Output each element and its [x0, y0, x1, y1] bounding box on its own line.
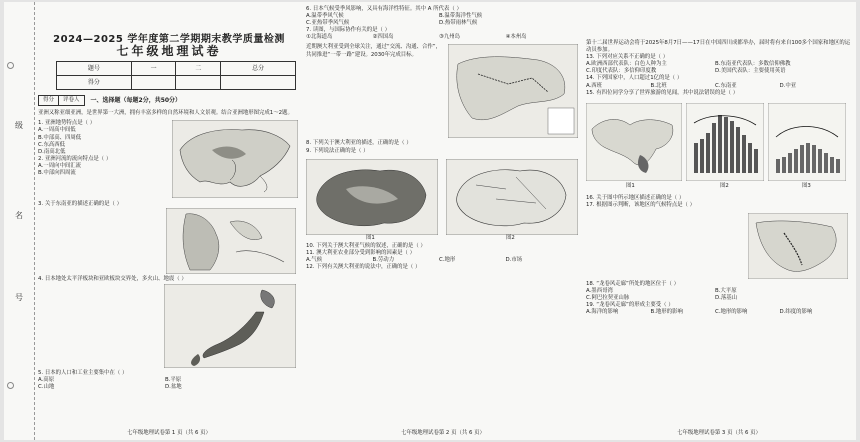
- australia-map-2: [446, 159, 578, 235]
- q6-option-d[interactable]: D.热带雨林气候: [439, 20, 478, 27]
- q5-option-a[interactable]: A.高原: [38, 376, 55, 383]
- q6-option-a[interactable]: A.温带季风气候: [306, 13, 344, 20]
- score-cell[interactable]: [176, 76, 221, 90]
- q7-option-4[interactable]: ④本州岛: [505, 34, 527, 41]
- world-map-figure: [586, 103, 682, 181]
- exam-sheet: [4, 2, 856, 440]
- binding-hole: [7, 382, 14, 389]
- q14-option-a[interactable]: A.西班: [586, 82, 603, 89]
- question-15: 15. 有四位同学分享了世界旅游的见闻，其中说法错误的是（ ）: [586, 89, 739, 96]
- sea-map-block: [38, 208, 300, 276]
- figure-3-label-3: 图3: [802, 182, 811, 189]
- page-1: [38, 2, 300, 440]
- q19-option-b[interactable]: B.地形的影响: [650, 309, 683, 316]
- intro-text: 亚洲又称亚细亚洲，是世界第一大洲，拥有丰富多样的自然环境和人文景观。结合亚洲地形图完成1～2题。: [38, 110, 293, 117]
- australia-map-1: [306, 159, 438, 235]
- q13-option-b[interactable]: B.东南亚代表队：多数信仰佛教: [715, 61, 791, 68]
- q1-option-a[interactable]: A.一周高中间低: [38, 127, 76, 134]
- question-6: 6. 日本气候受季风影响，又具有海洋性特征。其中 A 所代表（ ）: [306, 6, 462, 12]
- q14-option-d[interactable]: D.中亚: [779, 82, 797, 89]
- score-head-3: 二: [176, 62, 221, 76]
- q1-option-d[interactable]: D.南高北低: [38, 148, 66, 155]
- score-head-2: 一: [131, 62, 176, 76]
- grader-score-label: 得分: [39, 96, 59, 105]
- score-head-4: 总分: [221, 62, 296, 76]
- figure-2-label-3: 图2: [720, 182, 729, 189]
- question-8: 8. 下列关于澳大利亚的描述，正确的是（ ）: [306, 140, 412, 147]
- q2-option-b[interactable]: B.中部向四周流: [38, 170, 76, 177]
- q7-option-1[interactable]: ①北海道岛: [306, 34, 333, 41]
- q19-option-c[interactable]: C.地形的影响: [715, 309, 748, 316]
- q1-option-b[interactable]: B.中部高、四周低: [38, 134, 82, 141]
- q11-option-d[interactable]: D.市场: [505, 256, 523, 263]
- question-4: 4. 日本地处太平洋板块和亚欧板块交界处，多火山、地震（ ）: [38, 276, 187, 283]
- region-map: [448, 44, 578, 138]
- question-3: 3. 关于东南亚的描述正确的是（ ）: [38, 201, 123, 208]
- question-14: 14. 下列国家中，人口超过1亿的是（ ）: [586, 75, 683, 82]
- question-13: 13. 下列对应关系不正确的是（ ）: [586, 54, 669, 61]
- climate-figures: [586, 103, 852, 195]
- question-19: 19. “龙卷风走廊”的形成主要受（ ）: [586, 302, 674, 309]
- q7-option-3[interactable]: ③九州岛: [439, 34, 461, 41]
- q18-option-a[interactable]: A.墨西哥湾: [586, 288, 613, 295]
- binding-label-3: 号: [15, 293, 23, 302]
- q7-option-2[interactable]: ②四国岛: [372, 34, 394, 41]
- score-head-1: 题号: [57, 62, 132, 76]
- exam-subtitle: 七年级地理试卷: [116, 44, 222, 59]
- australia-maps: [306, 159, 580, 243]
- page-footer-2: 七年级地理试卷第 2 页（共 6 页）: [401, 429, 485, 436]
- question-12: 12. 下列有关澳大利亚的说法中，正确的是（ ）: [306, 263, 421, 270]
- climate-chart-3: [768, 103, 846, 181]
- q14-options: [586, 83, 852, 90]
- question-2: 2. 亚洲河流的流向特点是（ ）: [38, 155, 112, 162]
- q14-option-b[interactable]: B.北班: [650, 82, 667, 89]
- page-footer-1: 七年级地理试卷第 1 页（共 6 页）: [127, 429, 211, 436]
- question-10: 10. 下列关于澳大利亚气候的叙述，正确的是（ ）: [306, 242, 426, 249]
- q18-option-c[interactable]: C.阿巴拉契亚山脉: [586, 295, 630, 302]
- score-cell[interactable]: [131, 76, 176, 90]
- figure-1-label-3: 图1: [626, 182, 635, 189]
- exam-title: 2024—2025 学年度第二学期期末教学质量检测: [53, 34, 285, 45]
- grader-name-label: 评卷人: [63, 97, 80, 104]
- q6-option-b[interactable]: B.温带海洋性气候: [439, 13, 483, 20]
- q18-option-b[interactable]: B.大平原: [715, 288, 737, 295]
- q11-option-c[interactable]: C.地形: [439, 256, 456, 263]
- japan-map-block: [38, 284, 300, 370]
- figure-2-label: 图2: [506, 234, 515, 241]
- q2-option-a[interactable]: A.一周向中间汇流: [38, 162, 82, 169]
- page-3: [586, 2, 852, 440]
- q18-option-d[interactable]: D.落基山: [715, 295, 738, 302]
- q19-option-a[interactable]: A.海洋的影响: [586, 309, 619, 316]
- q5-option-c[interactable]: C.山地: [38, 383, 55, 390]
- q5-option-b[interactable]: B.平原: [165, 376, 182, 383]
- q5-option-d[interactable]: D.盆地: [165, 383, 182, 390]
- q14-option-c[interactable]: C.东南亚: [715, 82, 737, 89]
- q1-q2-block: [38, 120, 166, 177]
- q11-option-b[interactable]: B.劳动力: [372, 256, 395, 263]
- passage-text: 近期澳大利亚受到全球关注，通过“交流、沟通、合作”，共同推进“一带一路”建设。2030年完成目标。: [306, 44, 441, 58]
- page-footer-3: 七年级地理试卷第 3 页（共 6 页）: [677, 429, 761, 436]
- intro-text-3: 第十二届世界运动会将于2025年8月7日——17日在中国四川成都举办，届时将有来自100多个国家和地区的运动员参加。: [586, 40, 851, 54]
- figure-1-label: 图1: [366, 234, 375, 241]
- question-17: 17. 根据图示判断，该地区的气候特点是（ ）: [586, 201, 696, 208]
- q5-options-2: [38, 384, 300, 391]
- question-7: 7. 读图，与国际协作有关的是（ ）: [306, 27, 391, 34]
- southeast-asia-map: [166, 208, 296, 274]
- asia-map: [172, 120, 298, 198]
- score-table: [56, 61, 296, 90]
- q19-options: [586, 309, 852, 316]
- q11-option-a[interactable]: A.气候: [306, 256, 323, 263]
- tornado-block: [586, 213, 852, 281]
- north-america-map: [748, 213, 848, 279]
- japan-map: [164, 284, 296, 368]
- q5-options: [38, 377, 300, 384]
- q13-option-d[interactable]: D.美国代表队：主要使用英语: [715, 68, 786, 75]
- question-18: 18. “龙卷风走廊”所处的地区位于（ ）: [586, 280, 680, 287]
- climate-chart-2: [686, 103, 764, 181]
- question-9: 9. 下列说法正确的是（ ）: [306, 147, 369, 154]
- question-1: 1. 亚洲地势特点是（ ）: [38, 120, 96, 127]
- q11-options: [306, 257, 580, 264]
- asia-map-block: [38, 120, 300, 198]
- q7-options: [306, 34, 580, 41]
- q13-option-a[interactable]: A.欧洲西部代表队：白色人种为主: [586, 61, 667, 68]
- q19-option-d[interactable]: D.纬度的影响: [779, 309, 813, 316]
- q1-option-c[interactable]: C.东高西低: [38, 141, 66, 148]
- binding-hole: [7, 62, 14, 69]
- binding-label-1: 级: [15, 121, 23, 130]
- score-row-label: 得分: [57, 76, 132, 90]
- q6-option-c[interactable]: C.亚热带季风气候: [306, 20, 350, 27]
- binding-margin: [4, 2, 35, 440]
- section-heading: 一、选择题（每题2分，共50分）: [90, 97, 182, 105]
- grader-box: [38, 95, 85, 106]
- grader-row: [38, 95, 300, 106]
- q13-option-c[interactable]: C.印度代表队：多信仰印度教: [586, 68, 657, 75]
- page-2: [306, 2, 580, 440]
- question-5: 5. 日本的人口和工业主要集中在（ ）: [38, 369, 128, 376]
- question-11: 11. 澳大利亚农业部分受到影响的因素是（ ）: [306, 249, 416, 256]
- passage-block: [306, 44, 580, 140]
- question-16: 16. 关于图中所示地区描述正确的是（ ）: [586, 194, 685, 201]
- binding-label-2: 名: [15, 211, 23, 220]
- score-cell[interactable]: [221, 76, 296, 90]
